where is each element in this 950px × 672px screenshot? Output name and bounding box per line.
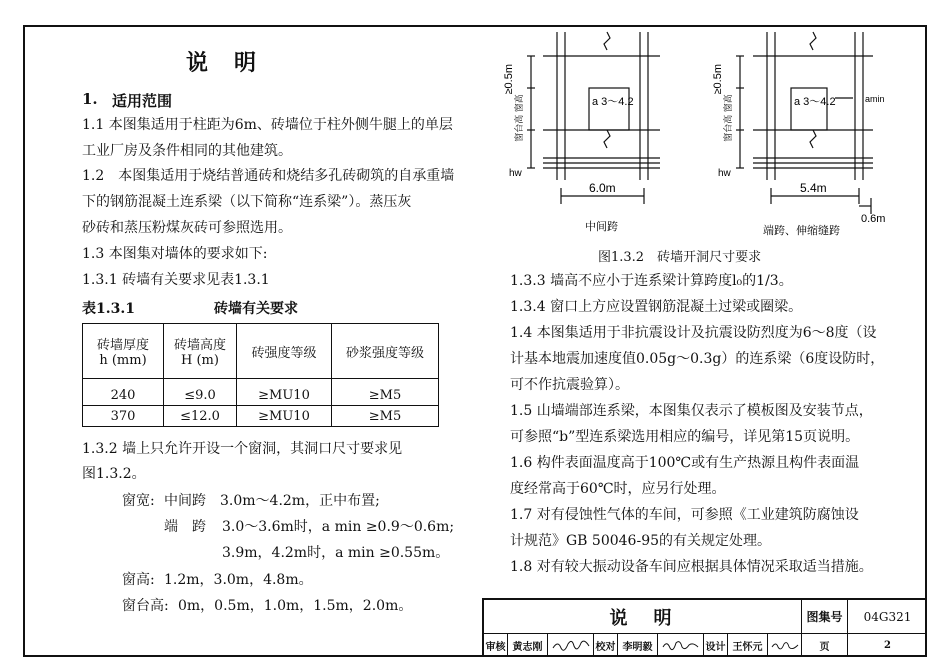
signature-icon [661, 638, 701, 654]
sill-height-label: 窗台高: [122, 598, 169, 614]
window-height-values: 1.2m，3.0m，4.8m。 [164, 572, 313, 588]
para-1-2-line3: 砂砖和蒸压粉煤灰砖可参照选用。 [82, 220, 292, 236]
table-row [83, 379, 439, 406]
para-1-5-line2: 可参照“b”型连系梁选用相应的编号，详见第15页说明。 [510, 429, 860, 445]
table-row [83, 406, 439, 427]
page-number: 2 [884, 640, 891, 651]
side-label-left: 窗台高 窗高 [514, 94, 524, 142]
para-1-3-3: 1.3.3 墙高不应小于连系梁计算跨度l₀的1/3。 [510, 273, 793, 289]
end-span-label: 端跨、伸缩缝跨 [763, 225, 840, 237]
section-heading: 适用范围 [112, 92, 173, 110]
check-label: 校对 [594, 634, 618, 657]
table-header-cell: 砖墙高度 H (m) [164, 324, 237, 379]
para-1-3-1: 1.3.1 砖墙有关要求见表1.3.1 [82, 272, 270, 288]
hw-label-right: hw [718, 168, 731, 179]
para-1-3-2-line2: 图1.3.2。 [82, 466, 146, 482]
table-cell: ≥M5 [332, 406, 439, 427]
extra-span-label: 0.6m [861, 213, 886, 225]
table-cell: ≤12.0 [164, 406, 237, 427]
hw-label-left: hw [509, 168, 522, 179]
window-height-label: 窗高: [122, 572, 155, 588]
sill-height-values: 0m，0.5m，1.0m，1.5m，2.0m。 [178, 598, 413, 614]
atlas-number: 04G321 [848, 600, 927, 634]
para-1-6-line2: 度经常高于60℃时，应另行处理。 [510, 481, 726, 497]
table-header-cell: 砖墙厚度 h (mm) [83, 324, 164, 379]
design-signature [768, 634, 802, 657]
figure-caption: 图1.3.2 砖墙开洞尺寸要求 [598, 250, 762, 265]
table-header-cell: 砂浆强度等级 [332, 324, 439, 379]
table-header-cell: 砖强度等级 [237, 324, 332, 379]
window-width-label: 窗宽: [122, 493, 155, 509]
table-number: 表1.3.1 [82, 301, 135, 317]
title-block [482, 598, 927, 657]
para-1-4-line1: 1.4 本图集适用于非抗震设计及抗震设防烈度为6～8度（设 [510, 325, 877, 341]
review-signature [548, 634, 594, 657]
para-1-6-line1: 1.6 构件表面温度高于100℃或有生产热源且构件表面温 [510, 455, 860, 471]
atlas-number-label: 图集号 [802, 600, 848, 634]
span-label-left: 6.0m [589, 181, 616, 195]
wall-opening-figure [495, 30, 915, 242]
table-cell: 240 [83, 379, 164, 406]
design-name: 王怀元 [728, 634, 768, 657]
table-title: 砖墙有关要求 [214, 301, 298, 317]
table-cell: ≤9.0 [164, 379, 237, 406]
page-label: 页 [802, 634, 848, 657]
table-cell: ≥MU10 [237, 379, 332, 406]
review-name: 黄志刚 [508, 634, 548, 657]
middle-span-label: 中间跨 [585, 221, 618, 233]
para-1-7-line2: 计规范》GB 50046-95的有关规定处理。 [510, 533, 772, 549]
para-1-4-line3: 可不作抗震验算）。 [510, 377, 629, 393]
para-1-5-line1: 1.5 山墙端部连系梁，本图集仅表示了模板图及安装节点， [510, 403, 873, 419]
para-1-3-4: 1.3.4 窗口上方应设置钢筋混凝土过梁或圈梁。 [510, 299, 803, 315]
para-1-3: 1.3 本图集对墙体的要求如下: [82, 246, 268, 262]
window-dim-left: a 3～4.2 [592, 96, 634, 108]
para-1-4-line2: 计基本地震加速度值0.05g～0.3g）的连系梁（6度设防时， [510, 351, 885, 367]
para-1-2-line1: 1.2 本图集适用于烧结普通砖和烧结多孔砖砌筑的自承重墙 [82, 168, 455, 184]
window-width-end-1: 3.0～3.6m时，a min ≥0.9～0.6m; [222, 519, 455, 535]
window-width-middle: 中间跨 3.0m～4.2m，正中布置; [164, 493, 380, 509]
para-1-3-2-line1: 1.3.2 墙上只允许开设一个窗洞，其洞口尺寸要求见 [82, 441, 403, 457]
review-label: 审核 [484, 634, 508, 657]
table-cell: ≥MU10 [237, 406, 332, 427]
para-1-8: 1.8 对有较大振动设备车间应根据具体情况采取适当措施。 [510, 559, 873, 575]
section-number: 1. [82, 90, 98, 108]
window-width-end-2: 3.9m，4.2m时，a min ≥0.55m。 [222, 545, 450, 561]
design-label: 设计 [704, 634, 728, 657]
min-height-mark-left: ≥0.5m [503, 64, 515, 95]
signature-icon [770, 639, 800, 653]
window-dim-right: a 3～4.2 [794, 96, 836, 108]
signature-icon [551, 638, 591, 654]
table-cell: ≥M5 [332, 379, 439, 406]
para-1-7-line1: 1.7 对有侵蚀性气体的车间，可参照《工业建筑防腐蚀设 [510, 507, 859, 523]
side-label-right: 窗台高 窗高 [723, 94, 733, 142]
para-1-1-line2: 工业厂房及条件相同的其他建筑。 [82, 143, 292, 159]
window-width-end-label: 端 跨 [164, 519, 206, 535]
para-1-2-line2: 下的钢筋混凝土连系梁（以下简称“连系梁”）。蒸压灰 [82, 194, 412, 210]
table-cell: 370 [83, 406, 164, 427]
span-label-right: 5.4m [800, 181, 827, 195]
page-title: 说 明 [186, 50, 259, 76]
wall-requirements-table [82, 323, 439, 427]
amin-label: amin [865, 94, 885, 104]
check-signature [658, 634, 704, 657]
min-height-mark-right: ≥0.5m [712, 64, 724, 95]
check-name: 李明毅 [618, 634, 658, 657]
para-1-1-line1: 1.1 本图集适用于柱距为6m、砖墙位于柱外侧牛腿上的单层 [82, 117, 453, 133]
titleblock-title: 说 明 [484, 600, 802, 634]
